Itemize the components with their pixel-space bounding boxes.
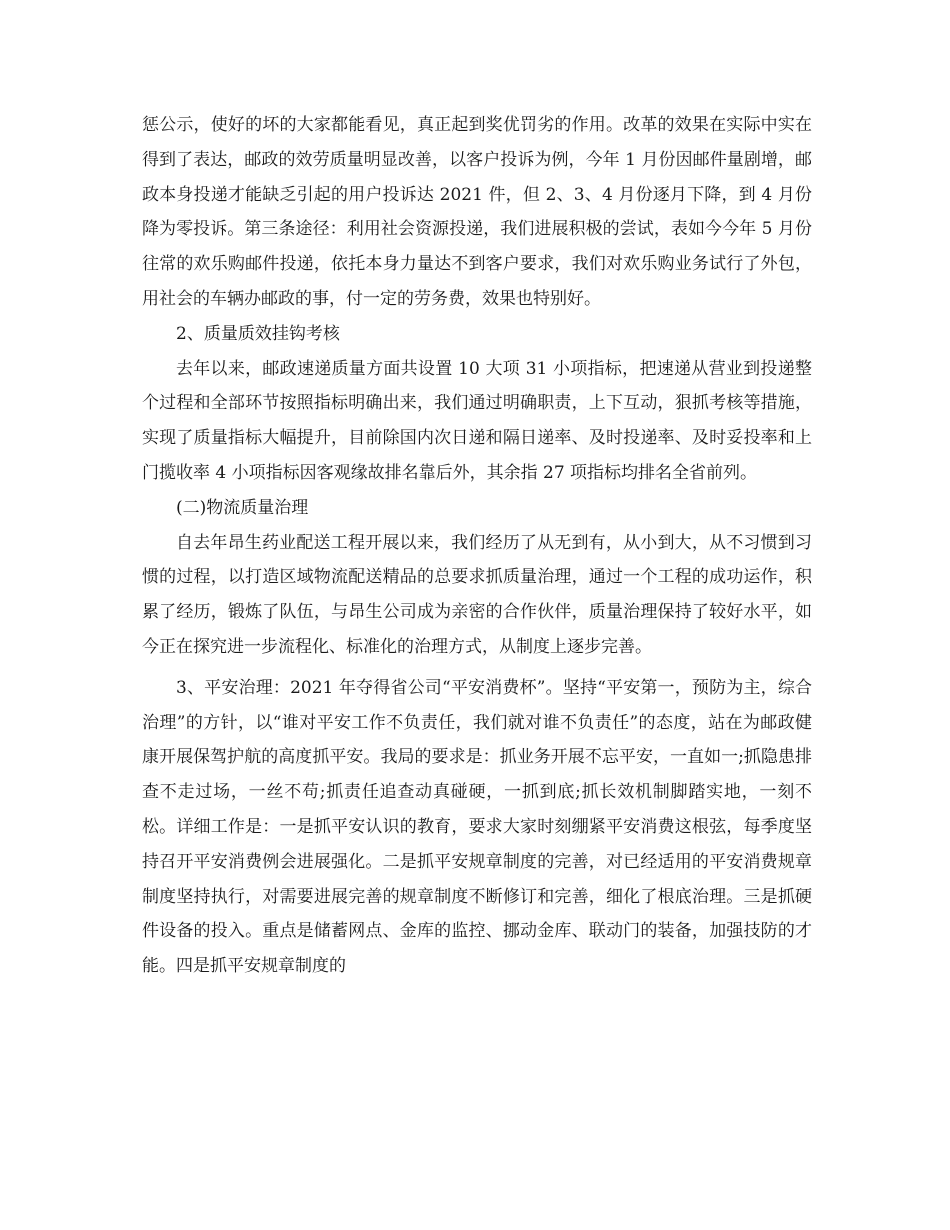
- paragraph-heading-logistics: (二)物流质量治理: [176, 497, 309, 518]
- paragraph-quality-indicators: 去年以来，邮政速递质量方面共设置 10 大项 31 小项指标，把速递从营业到投递整个过程和全部环节按照指标明确出来，我们通过明确职责，上下互动，狠抓考核等措施，实现了质量指标大幅提升，目前除国内次日递和隔日递率、及时投递率、及时妥投率和上门揽收率 4 小项指标因客观缘故排名靠后外，其余指 27 项指标均排名全省前列。: [142, 358, 812, 483]
- paragraph-heading-quality-assessment: 2、质量质效挂钩考核: [176, 323, 340, 344]
- paragraph-continuation: 惩公示，使好的坏的大家都能看见，真正起到奖优罚劣的作用。改革的效果在实际中实在得到了表达，邮政的效劳质量明显改善，以客户投诉为例，今年 1 月份因邮件量剧增，邮政本身投递才能缺乏引起的用户投诉达 2021 件，但 2、3、4 月份逐月下降，到 4 月份降为零投诉。第三条途径：利用社会资源投递，我们进展积极的尝试，表如今今年 5 月份往常的欢乐购邮件投递，依托本身力量达不到客户要求，我们对欢乐购业务试行了外包，用社会的车辆办邮政的事，付一定的劳务费，效果也特别好。: [142, 115, 812, 309]
- paragraph-logistics-management: 自去年昂生药业配送工程开展以来，我们经历了从无到有，从小到大，从不习惯到习惯的过程，以打造区域物流配送精品的总要求抓质量治理，通过一个工程的成功运作，积累了经历，锻炼了队伍，与昂生公司成为亲密的合作伙伴，质量治理保持了较好水平，如今正在探究进一步流程化、标准化的治理方式，从制度上逐步完善。: [142, 532, 812, 657]
- paragraph-safety-management: 3、平安治理：2021 年夺得省公司“平安消费杯”。坚持“平安第一，预防为主，综合治理”的方针，以“谁对平安工作不负责任，我们就对谁不负责任”的态度，站在为邮政健康开展保驾护航的高度抓平安。我局的要求是：抓业务开展不忘平安，一直如一;抓隐患排查不走过场，一丝不苟;抓责任追查动真碰硬，一抓到底;抓长效机制脚踏实地，一刻不松。详细工作是：一是抓平安认识的教育，要求大家时刻绷紧平安消费这根弦，每季度坚持召开平安消费例会进展强化。二是抓平安规章制度的完善，对已经适用的平安消费规章制度坚持执行，对需要进展完善的规章制度不断修订和完善，细化了根底治理。三是抓硬件设备的投入。重点是储蓄网点、金库的监控、挪动金库、联动门的装备，加强技防的才能。四是抓平安规章制度的: [142, 677, 812, 977]
- document-body: [142, 108, 812, 984]
